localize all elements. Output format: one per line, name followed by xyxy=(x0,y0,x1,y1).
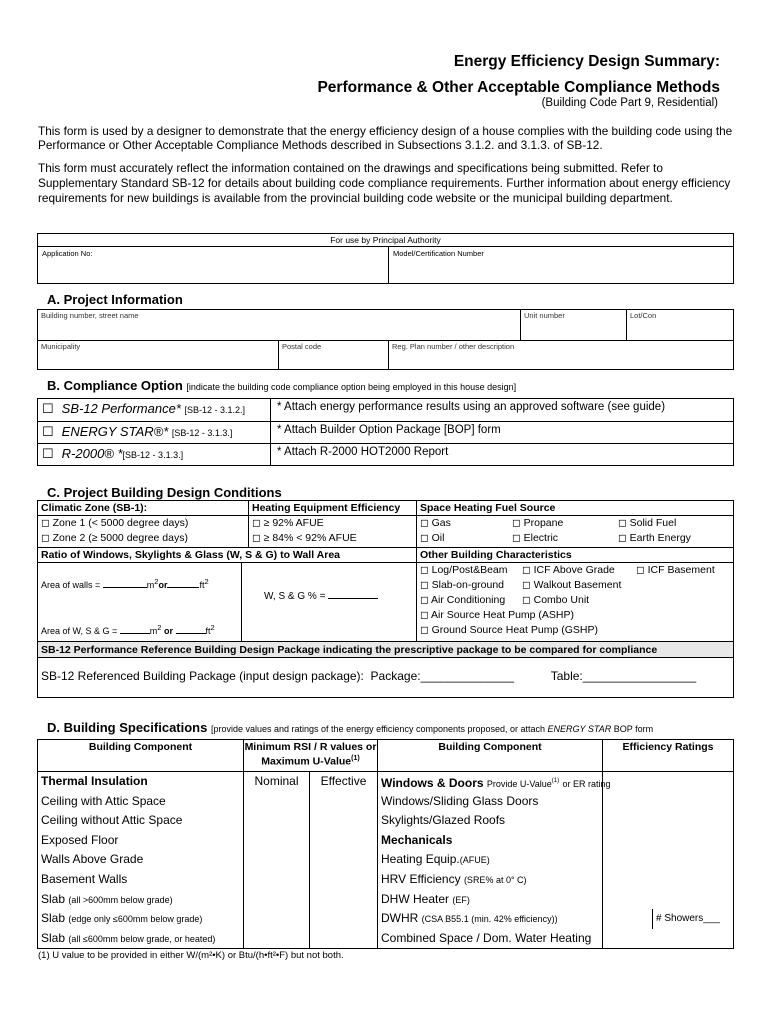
compliance-option-row[interactable]: ☐ SB-12 Performance* [SB-12 - 3.1.2.] * Attach energy performance results using an approved software (see guide) xyxy=(38,399,733,421)
min-rsi-header: Minimum RSI / R values or Maximum U-Value$^{(1)}$ xyxy=(244,740,378,771)
afue-84-option[interactable]: ◻ ≥ 84% < 92% AFUE xyxy=(252,532,357,544)
application-no-field[interactable]: Application No: xyxy=(38,247,389,283)
checkbox-icon[interactable]: ☐ xyxy=(42,401,54,416)
section-b-heading: B. Compliance Option [indicate the building code compliance option being employed in this house design] xyxy=(47,378,517,393)
unit-number-field[interactable]: Unit number xyxy=(521,310,627,340)
area-of-wsg[interactable]: Area of W, S & $G = m^2$ or $ft^2$ xyxy=(41,623,215,636)
air-conditioning-option[interactable]: ◻ Air Conditioning xyxy=(420,594,506,606)
fuel-solid-option[interactable]: ◻ Solid Fuel xyxy=(618,517,677,529)
checkbox-icon[interactable]: ☐ xyxy=(42,424,54,439)
spec-row[interactable]: Exposed Floor Mechanicals xyxy=(38,831,733,851)
section-d-note: [provide values and ratings of the energy efficiency components proposed, or attach ENERGY STAR BOP form xyxy=(210,724,654,734)
windows-doors-value[interactable] xyxy=(603,772,733,792)
combo-unit-option[interactable]: ◻ Combo Unit xyxy=(522,594,590,606)
gshp-option[interactable]: ◻ Ground Source Heat Pump (GSHP) xyxy=(420,624,598,636)
spec-row[interactable]: Ceiling with Attic Space Windows/Sliding Glass Doors xyxy=(38,792,733,812)
fuel-gas-option[interactable]: ◻ Gas xyxy=(420,517,451,529)
section-b-note: [indicate the building code compliance option being employed in this house design] xyxy=(186,382,517,392)
area-of-walls[interactable]: Area of walls = $m^2or$ $ft^2$ xyxy=(41,577,209,590)
zone2-option[interactable]: ◻ Zone 2 (≥ 5000 degree days) xyxy=(41,532,188,544)
zone1-option[interactable]: ◻ Zone 1 (< 5000 degree days) xyxy=(41,517,189,529)
other-characteristics-header: Other Building Characteristics xyxy=(417,548,733,563)
showers-field[interactable]: # Showers___ xyxy=(656,913,720,925)
building-number-field[interactable]: Building number, street name xyxy=(38,310,521,340)
ratio-header: Ratio of Windows, Skylights & Glass (W, S & G) to Wall Area xyxy=(38,548,416,563)
footnote: (1) U value to be provided in either W/(m²•K) or Btu/(h•ft²•F) but not both. xyxy=(38,950,344,961)
compliance-option-row[interactable]: ☐ ENERGY STAR®* [SB-12 - 3.1.3.] * Attach Builder Option Package [BOP] form xyxy=(38,421,733,443)
afue-92-option[interactable]: ◻ ≥ 92% AFUE xyxy=(252,517,324,529)
building-component-header: Building Component xyxy=(38,740,244,771)
efficiency-ratings-header: Efficiency Ratings xyxy=(622,741,714,753)
walkout-basement-option[interactable]: ◻ Walkout Basement xyxy=(522,579,622,591)
compliance-option-row[interactable]: ☐ R-2000® *[SB-12 - 3.1.3.] * Attach R-2000 HOT2000 Report xyxy=(38,443,733,465)
principal-authority-heading: For use by Principal Authority xyxy=(38,234,733,247)
effective-column-label: Effective xyxy=(310,772,378,792)
section-c-heading: C. Project Building Design Conditions xyxy=(47,485,282,500)
compliance-options xyxy=(37,398,734,466)
heating-efficiency-header: Heating Equipment Efficiency xyxy=(249,501,416,516)
spec-row[interactable]: Slab (edge only ≤600mm below grade) DWHR (CSA B55.1 (min. 42% efficiency)) # Showers___ xyxy=(38,909,733,929)
intro-paragraph-1: This form is used by a designer to demonstrate that the energy efficiency design of a house complies with the building code using the Performance or Other Acceptable Compliance Methods described in Subsections 3.1.2. and 3.1.3. of SB-12. xyxy=(38,124,733,153)
spec-row[interactable]: Walls Above Grade Heating Equip.(AFUE) xyxy=(38,850,733,870)
intro-paragraph-2: This form must accurately reflect the information contained on the drawings and specifications being submitted. Refer to Supplementary Standard SB-12 for details about building code compliance requirements. Further information about energy efficiency requirements for new buildings is available from the provincial building code website or the municipal building department. xyxy=(38,161,731,206)
log-post-beam-option[interactable]: ◻ Log/Post&Beam xyxy=(420,564,508,576)
form-title-line2: Performance & Other Acceptable Compliance Methods xyxy=(317,79,720,96)
spec-row[interactable]: Slab (all >600mm below grade) DHW Heater (EF) xyxy=(38,890,733,910)
fuel-earth-option[interactable]: ◻ Earth Energy xyxy=(618,532,691,544)
climatic-zone-header: Climatic Zone (SB-1): xyxy=(38,501,248,516)
slab-on-ground-option[interactable]: ◻ Slab-on-ground xyxy=(420,579,505,591)
checkbox-icon[interactable]: ☐ xyxy=(42,446,54,461)
form-title-line1: Energy Efficiency Design Summary: xyxy=(453,53,720,70)
fuel-oil-option[interactable]: ◻ Oil xyxy=(420,532,445,544)
spec-row[interactable]: Slab (all ≤600mm below grade, or heated) Combined Space / Dom. Water Heating xyxy=(38,929,733,949)
icf-basement-option[interactable]: ◻ ICF Basement xyxy=(636,564,715,576)
wsg-percent[interactable]: W, S & G % = xyxy=(264,591,378,602)
principal-authority-box xyxy=(37,233,734,284)
ashp-option[interactable]: ◻ Air Source Heat Pump (ASHP) xyxy=(420,609,575,621)
reg-plan-field[interactable]: Reg. Plan number / other description xyxy=(392,342,515,351)
nominal-column-label: Nominal xyxy=(244,772,310,792)
sb12-reference-row[interactable]: SB-12 Referenced Building Package (input design package): Package:______________ Table:_________________ xyxy=(41,669,697,683)
model-certification-field[interactable]: Model/Certification Number xyxy=(393,249,484,258)
building-specs-table: Building Component Minimum RSI / R values or Maximum U-Value$^{(1)}$ Building Component Efficiency Ratings Thermal Insulation Nominal Effective Windows & Doors Provide U-Value$^{(1)}$ or ER rating Ceiling with Attic Space Windows/Sliding Glass Doors Ceiling without Attic Space Skylights/Glazed Roofs Exposed Floor Mechanicals Walls Above Grade Heating Equip.(AFUE) Basement Walls HRV Efficiency (SRE% at 0° C) Slab (all >600mm below grade) DHW Heater (EF) Slab (edge only ≤600mm below grade) DWHR (CSA B55.1 (min. 42% efficiency)) # Showers___ Slab (all ≤600mm below grade, or heated) Combined Space / Dom. Water Heating xyxy=(37,739,734,949)
municipality-field[interactable]: Municipality xyxy=(38,341,279,370)
spec-row[interactable]: Basement Walls HRV Efficiency (SRE% at 0° C) xyxy=(38,870,733,890)
section-d-heading: D. Building Specifications [provide values and ratings of the energy efficiency components proposed, or attach ENERGY STAR BOP form xyxy=(47,720,654,735)
section-a-heading: A. Project Information xyxy=(47,292,183,307)
postal-code-field[interactable]: Postal code xyxy=(279,341,389,370)
form-subtitle: (Building Code Part 9, Residential) xyxy=(541,97,718,109)
fuel-electric-option[interactable]: ◻ Electric xyxy=(512,532,559,544)
fuel-source-header: Space Heating Fuel Source xyxy=(417,501,733,516)
sb12-reference-header: SB-12 Performance Reference Building Design Package indicating the prescriptive package to be compared for compliance xyxy=(38,642,733,658)
icf-above-option[interactable]: ◻ ICF Above Grade xyxy=(522,564,615,576)
fuel-propane-option[interactable]: ◻ Propane xyxy=(512,517,564,529)
design-conditions-table xyxy=(37,500,734,698)
project-info-grid xyxy=(37,309,734,370)
building-component-header-2: Building Component xyxy=(378,740,603,771)
spec-row[interactable]: Ceiling without Attic Space Skylights/Glazed Roofs xyxy=(38,811,733,831)
lot-con-field[interactable]: Lot/Con xyxy=(630,311,657,320)
